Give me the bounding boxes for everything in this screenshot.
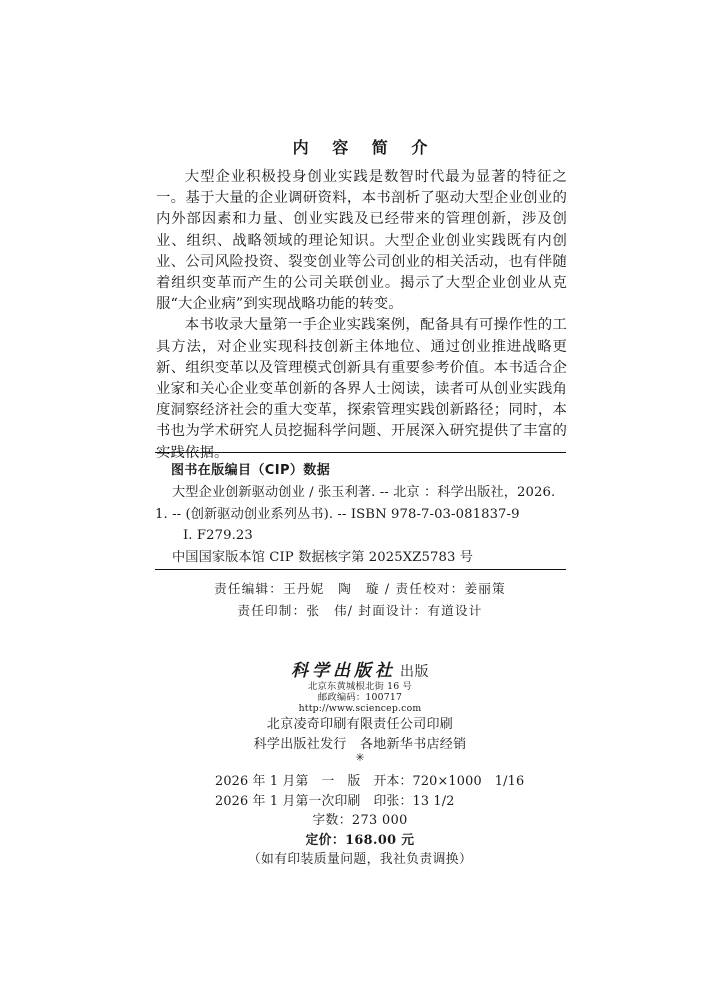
printing-distribution-block — [0, 715, 720, 754]
publisher-logo-line — [0, 661, 720, 682]
publisher-postcode: 邮政编码：100717 — [317, 692, 403, 704]
publisher-url: http://www.sciencep.com — [298, 703, 422, 715]
distribution-line: 科学出版社发行 各地新华书店经销 — [253, 736, 467, 752]
edition-specs-center — [0, 811, 720, 870]
publisher-street-address: 北京东黄城根北街 16 号 — [307, 681, 412, 692]
cip-classification-line: Ⅰ. F279.23 — [183, 528, 253, 543]
credit-editor-line: 责任编辑：王丹妮 陶 璇 / 责任校对：姜丽策 — [214, 581, 506, 596]
edition-specs-block — [0, 772, 720, 870]
abstract-block — [156, 167, 567, 464]
quality-note-line: （如有印装质量问题，我社负责调换） — [247, 852, 473, 867]
publisher-logo: 科学出版社 — [291, 661, 396, 681]
asterisk-separator-icon: ✳ — [355, 751, 365, 764]
credits-block — [0, 578, 720, 622]
edition-line: 2026 年 1 月第 一 版 开本：720×1000 1/16 — [215, 774, 525, 789]
cip-series-isbn-line: 1. -- (创新驱动创业系列丛书). -- ISBN 978-7-03-081837-9 — [155, 506, 520, 522]
price-line: 定价：168.00 元 — [305, 832, 415, 848]
cip-heading: 图书在版编目（CIP）数据 — [171, 463, 331, 478]
credit-production-line: 责任印制：张 伟/ 封面设计：有道设计 — [237, 603, 483, 618]
cip-data-block — [155, 452, 566, 570]
impression-line: 2026 年 1 月第一次印刷 印张：13 1/2 — [215, 793, 455, 809]
printer-line: 北京凌奇印刷有限责任公司印刷 — [266, 717, 454, 732]
publisher-address-block — [0, 681, 720, 715]
page-title: 内 容 简 介 — [292, 138, 437, 157]
word-count-line: 字数：273 000 — [312, 813, 408, 828]
abstract-paragraph-1: 大型企业积极投身创业实践是数智时代最为显著的特征之一。基于大量的企业调研资料，本书剖析了驱动大型企业创业的内外部因素和力量、创业实践及已经带来的管理创新，涉及创业、组织、战略领域的理论知识。大型企业创业实践既有内创业、公司风险投资、裂变创业等公司创业的相关活动，也有伴随着组织变革而产生的公司关联创业。揭示了大型企业创业从克服“大企业病”到实现战略功能的转变。 — [156, 169, 567, 313]
publisher-logo-suffix: 出版 — [400, 664, 429, 680]
edition-specs-left — [215, 772, 525, 811]
cip-registration-line: 中国国家版本馆 CIP 数据核字第 2025XZ5783 号 — [172, 549, 474, 565]
cip-title-author-line: 大型企业创新驱动创业 / 张玉利著. -- 北京 ：科学出版社，2026. — [172, 485, 556, 500]
abstract-paragraph-2: 本书收录大量第一手企业实践案例，配备具有可操作性的工具方法，对企业实现科技创新主体地位、通过创业推进战略更新、组织变革以及管理模式创新具有重要参考价值。本书适合企业家和关心企业变革创新的各界人士阅读，读者可从创业实践角度洞察经济社会的重大变革，探索管理实践创新路径；同时，本书也为学术研究人员挖掘科学问题、开展深入研究提供了丰富的实践依据。 — [156, 317, 567, 461]
